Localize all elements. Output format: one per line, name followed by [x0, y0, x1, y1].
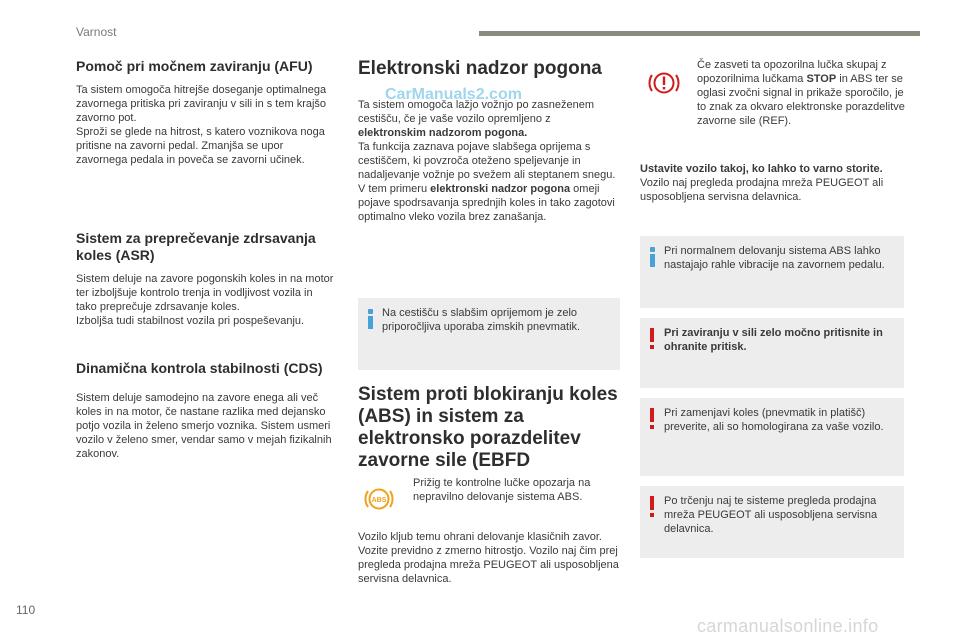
warning-note-wheels-text: Pri zamenjavi koles (pnevmatik in platišč) preverite, ali so homologirana za vaše vozilo.	[664, 407, 884, 433]
info-note-vibration	[640, 236, 904, 308]
cds-text-1: Sistem deluje samodejno na zavore enega ali več koles in na motor, če nastane razlika med dejansko potjo vozila in želeno smerjo voznika. Sistem usmeri vozilo v želeno smer, vendar samo v mejah fizikalnih zakonov.	[76, 392, 332, 460]
afu-text-1: Ta sistem omogoča hitrejše doseganje optimalnega zavornega pritiska pri zaviranju v sili in s tem krajšo zavorno pot.	[76, 84, 327, 124]
info-icon	[368, 309, 373, 314]
warning-note-collision-text: Po trčenju naj te sisteme pregleda prodajna mreža PEUGEOT ali usposobljena servisna delavnica.	[664, 495, 878, 535]
watermark-top: CarManuals2.com	[385, 86, 522, 103]
warning-icon-dot	[650, 425, 654, 429]
info-note-vibration-text: Pri normalnem delovanju sistema ABS lahko nastajajo rahle vibracije na zavornem pedalu.	[664, 245, 885, 271]
info-note-text: Na cestišču s slabšim oprijemom je zelo priporočljiva uporaba zimskih pnevmatik.	[382, 307, 581, 333]
afu-title: Pomoč pri močnem zaviranju (AFU)	[76, 58, 313, 74]
abs-icon-label: ABS	[371, 497, 387, 504]
dsc-text-1: Ta sistem omogoča lažjo vožnjo po zasneženem cestišču, če je vaše vozilo opremljeno z elektronskim nadzorom pogona.	[358, 99, 595, 139]
brake-icon-description: Če zasveti ta opozorilna lučka skupaj z opozorilnima lučkama STOP in ABS ter se oglasi zvočni signal in prikaže sporočilo, je to znak za okvaro elektronske porazdelitve zavorne sile (REF).	[697, 59, 905, 127]
dsc-title: Elektronski nadzor pogona	[358, 58, 602, 79]
afu-section	[76, 58, 334, 167]
info-icon-bar	[368, 316, 373, 329]
abs-section	[358, 384, 620, 472]
warning-icon-dot	[650, 345, 654, 349]
stop-advice-bold: Ustavite vozilo takoj, ko lahko to varno storite.	[640, 163, 883, 175]
dsc-text-3: V tem primeru elektronski nadzor pogona omeji pojave spodrsavanja sprednjih koles in tako zagotovi optimalno vleko vozila brez zanašanja.	[358, 183, 615, 223]
warning-icon	[650, 496, 654, 510]
brake-warning-icon	[646, 66, 682, 100]
abs-title: Sistem proti blokiranju koles (ABS) in sistem za elektronsko porazdelitev zavorne sile (EBFD	[358, 384, 618, 471]
dsc-text-2: Ta funkcija zaznava pojave slabšega oprijema s cestiščem, ki povzroča oteženo speljevanje in nadaljevanje vožnje po svežem ali steptanem snegu.	[358, 141, 616, 181]
info-icon	[650, 247, 655, 252]
info-note-winter-tires	[358, 298, 620, 370]
header-rule	[479, 31, 920, 36]
footer-watermark: carmanualsonline.info	[697, 616, 879, 636]
warning-note-wheels	[640, 398, 904, 476]
warning-icon-dot	[650, 513, 654, 517]
warning-note-emergency-braking	[640, 318, 904, 388]
asr-text-2: Izboljša tudi stabilnost vozila pri pospeševanju.	[76, 315, 305, 327]
abs-icon-description: Prižig te kontrolne lučke opozarja na nepravilno delovanje sistema ABS.	[413, 477, 591, 503]
dsc-section	[358, 58, 620, 224]
asr-title: Sistem za preprečevanje zdrsavanja koles (ASR)	[76, 230, 316, 263]
section-label: Varnost	[76, 25, 117, 39]
cds-title: Dinamična kontrola stabilnosti (CDS)	[76, 360, 323, 376]
page-number: 110	[16, 603, 36, 617]
info-icon-bar	[650, 254, 655, 267]
warning-icon	[650, 328, 654, 342]
warning-note-emergency-text: Pri zaviranju v sili zelo močno pritisnite in ohranite pritisk.	[664, 327, 883, 353]
abs-warning-icon	[362, 482, 396, 516]
stop-advice-text: Vozilo naj pregleda prodajna mreža PEUGEOT ali usposobljena servisna delavnica.	[640, 177, 884, 203]
asr-section	[76, 230, 334, 328]
cds-section	[76, 360, 334, 461]
afu-text-2: Sproži se glede na hitrost, s katero voznikova noga pritisne na zavorni pedal. Zmanjša se upor zavornega pedala in poveča se zavorni učinek.	[76, 126, 325, 166]
stop-advice	[640, 162, 904, 204]
asr-text-1: Sistem deluje na zavore pogonskih koles in na motor ter izboljšuje kontrolo trenja in vodljivost vozila in tako preprečuje zdrsavanje koles.	[76, 273, 334, 313]
warning-note-collision	[640, 486, 904, 558]
warning-icon	[650, 408, 654, 422]
abs-text: Vozilo kljub temu ohrani delovanje klasičnih zavor. Vozite previdno z zmerno hitrostjo. Vozilo naj čim prej pregleda prodajna mreža PEUGEOT ali usposobljena servisna delavnica.	[358, 531, 619, 585]
